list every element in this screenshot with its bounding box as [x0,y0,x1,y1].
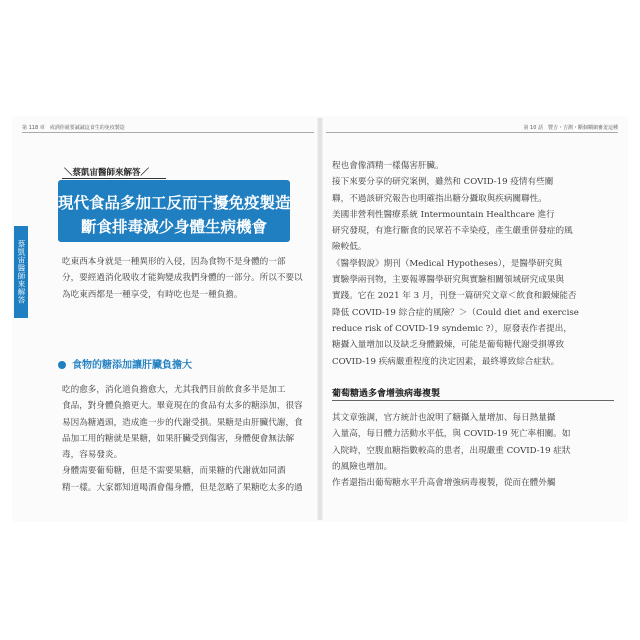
right-subhead-rule [332,400,614,401]
text-line: reduce risk of COVID-19 syndemic ?），原發表作者提出， [332,323,572,334]
text-line: 毒，容易發炎。 [62,450,123,461]
right-page [320,118,626,520]
section-tab: 蔡凱宙醫師來解答 [14,226,28,318]
text-line: 險較低。 [332,242,367,253]
text-line: 降低 COVID-19 綜合症的風險？＞（Could diet and exercise [332,307,579,318]
text-line: 美國非營利性醫療系統 Intermountain Healthcare 進行 [332,209,555,220]
left-page [14,118,320,520]
text-line: 易因為糖過頭，造成進一步的代謝受損。果糖是由肝臟代謝，食 [62,417,303,428]
text-line: 入院時，空腹血糖指數較高的患者，出現嚴重 COVID-19 症狀 [332,445,571,456]
left-head-rule [22,132,314,133]
text-line: 吃的愈多，消化道負擔愈大，尤其我們目前飲食多半是加工 [62,385,286,395]
bullet-dot-icon [58,361,66,369]
text-line: COVID-19 疾病嚴重程度的決定因素，最終導致綜合症狀。 [332,356,560,367]
right-body-paragraph [332,158,579,370]
text-line: 作者還指出葡萄糖水平升高會增強病毒複製，從而在體外觸 [332,478,556,489]
text-line: 程也會像酒精一樣傷害肝臟。 [332,161,444,171]
section-subhead [58,356,192,371]
text-line: 身體需要葡萄糖，但是不需要果糖，而果糖的代謝就如同酒 [62,466,286,477]
subhead-text: 食物的糖添加讓肝臟負擔大 [72,360,192,371]
text-line: 入量高，每日體力活動水平低，與 COVID-19 死亡率相關。如 [332,429,571,440]
text-line: 食品，對身體負擔更大。畢竟現在的食品有太多的糖添加，很容 [62,401,303,412]
headline-line-2: 斷食排毒減少身體生病機會 [80,218,267,236]
text-line: 接下來要分享的研究案例，雖然和 COVID-19 疫情有些關 [332,177,554,188]
text-line: 分，要經過消化吸收才能夠變成我們身體的一部分。所以不要以 [62,273,303,284]
text-line: 其文章強調，官方統計也說明了糖攝入量增加、每日熱量攝 [332,413,556,423]
book-spread [14,118,626,520]
intro-paragraph [62,254,302,303]
headline-line-1: 現代食品多加工反而干擾免疫製造 [58,194,291,212]
text-line: 的風險也增加。 [332,461,393,472]
body-paragraph [62,382,302,496]
headline-box [58,180,290,242]
text-line: 實驗學兩刊物，主要報導醫學研究與實驗相關領域研究成果與 [332,275,565,286]
text-line: 為吃東西都是一種享受，有時吃也是一種負擔。 [62,289,243,300]
text-line: 研究發現，有進行斷食的民眾若不幸染疫，產生嚴重併發症的風 [332,226,573,237]
text-line: 聯，不過該研究報告也明確指出糖分攝取與疾病關聯性。 [332,193,547,204]
right-body-paragraph-2 [332,410,572,491]
text-line: 品加工用的糖就是果糖，如果肝臟受到傷害，身體便會無法解 [62,433,295,444]
right-running-head: 第 10 話 豐吉・吉測・斷個糊網畜羞這種 [523,125,618,131]
text-line: 實踐。它在 2021 年 3 月，刊登一篇研究文章＜飲食和鍛煉能否 [332,291,577,302]
text-line: 吃東西本身就是一種異形的入侵，因為食物不是身體的一部 [62,257,286,267]
text-line: 糖攝入量增加以及缺乏身體鍛煉，可能是葡萄糖代謝受損導致 [332,340,565,351]
heading-tag-rule [62,178,166,179]
text-line: 《醫學假說》期刊（Medical Hypotheses），是醫學研究與 [332,258,563,269]
left-running-head: 第 118 章 戒酒你就要誠誠這食生的免疫製造 [22,125,125,131]
text-line: 精一樣。大家都知道喝酒會傷身體，但是忽略了果糖吃太多的過 [62,482,303,493]
right-head-rule [326,132,618,133]
right-section-subhead: 葡萄糖過多會增強病毒複製 [332,389,441,399]
heading-tag: ＼蔡凱宙醫師來解答／ [64,168,150,178]
